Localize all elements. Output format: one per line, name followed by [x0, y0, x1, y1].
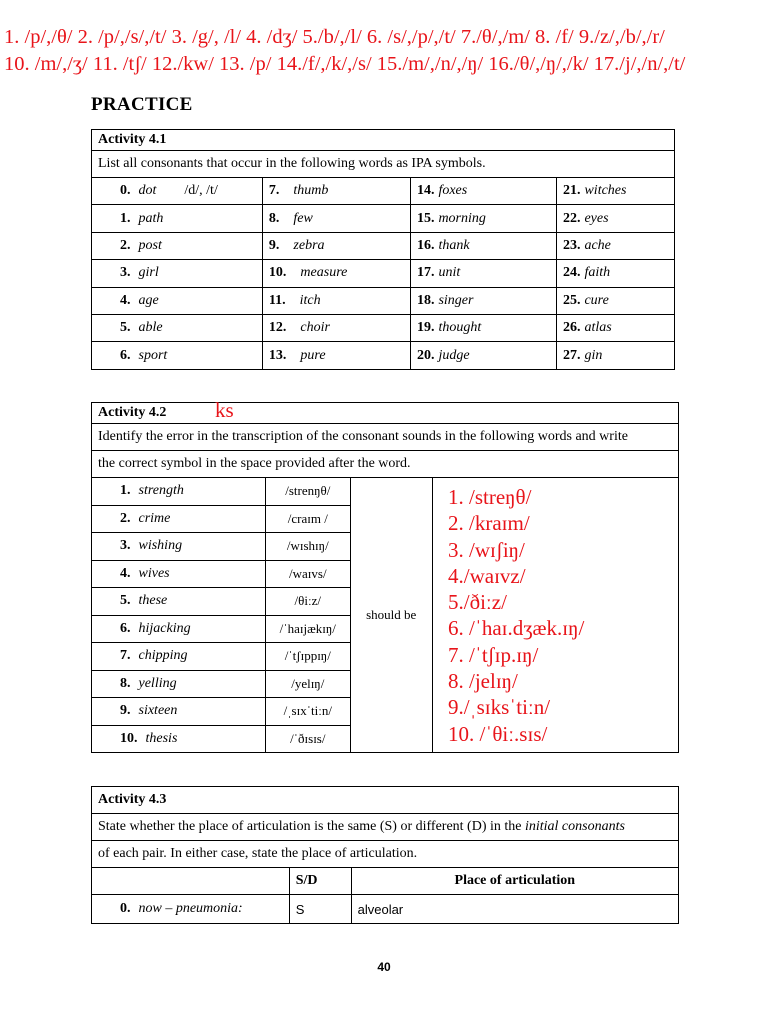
word-cell: [262, 178, 410, 205]
word-cell: [262, 232, 410, 259]
example-answer: /d/, /t/: [184, 183, 218, 199]
word-cell: [262, 205, 410, 232]
item-word: post: [138, 237, 162, 253]
word-cell: [410, 232, 556, 259]
item-number: 17.: [416, 265, 435, 281]
item-number: 25.: [562, 292, 581, 308]
word-cell: [556, 342, 674, 369]
item-word: judge: [438, 347, 470, 363]
item-number: 0.: [120, 183, 131, 199]
item-word: chipping: [138, 648, 188, 664]
item-number: 10.: [268, 265, 287, 281]
word-cell: [92, 725, 266, 753]
transcription-cell: /strenŋθ/: [265, 478, 350, 506]
item-number: 1.: [120, 483, 131, 499]
table-row: [92, 478, 679, 506]
handwritten-answer: 10. /ˈθiː.sɪs/: [448, 721, 548, 746]
item-word: thought: [438, 320, 482, 336]
item-word: wishing: [138, 538, 183, 554]
handwritten-answer: 2. /kraɪm/: [448, 511, 530, 536]
word-cell: [92, 670, 266, 698]
item-number: 3.: [120, 538, 131, 554]
item-word: measure: [300, 265, 348, 281]
word-cell: [410, 260, 556, 287]
item-word: dot: [138, 183, 157, 199]
item-number: 6.: [120, 620, 131, 636]
item-word: itch: [299, 292, 321, 308]
item-word: age: [138, 292, 159, 308]
item-number: 12.: [268, 320, 287, 336]
item-number: 1.: [120, 210, 131, 226]
activity-title: Activity 4.1: [92, 130, 675, 151]
item-word: witches: [584, 183, 627, 199]
transcription-cell: /yelɪŋ/: [265, 670, 350, 698]
handwritten-answer: 8. /jelɪŋ/: [448, 669, 518, 694]
instruction-text: State whether the place of articulation is the same (S) or different (D) in the: [98, 819, 525, 834]
item-number: 11.: [268, 292, 286, 308]
activity-instruction-line-2: the correct symbol in the space provided after the word.: [92, 451, 679, 478]
item-number: 19.: [416, 320, 435, 336]
activity-4-1-table: [91, 129, 675, 370]
word-cell: [92, 178, 263, 205]
word-cell: [410, 178, 556, 205]
item-word: cure: [584, 292, 609, 308]
table-row: [92, 287, 675, 314]
item-word: now – pneumonia:: [138, 901, 243, 916]
item-word: wives: [138, 565, 170, 581]
word-cell: [92, 205, 263, 232]
should-be-label: should be: [350, 478, 432, 753]
activity-4-3-table: [91, 786, 679, 924]
handwritten-answer: 3. /wɪʃiŋ/: [448, 537, 525, 562]
item-number: 8.: [268, 210, 280, 226]
word-cell: [262, 287, 410, 314]
word-cell: [92, 478, 266, 506]
handwritten-line: 10. /m/,/ʒ/ 11. /tʃ/ 12./kw/ 13. /p/ 14./f/,/k/,/s/ 15./m/,/n/,/ŋ/ 16./θ/,/ŋ/,/k/ 17./j/,/n/,/t/: [4, 53, 686, 75]
item-word: sport: [138, 347, 168, 363]
table-row: [92, 895, 679, 924]
item-number: 24.: [562, 265, 581, 281]
page-number: 40: [377, 960, 391, 974]
header-blank: [92, 868, 290, 895]
item-number: 23.: [562, 237, 581, 253]
table-row: [92, 178, 675, 205]
item-number: 8.: [120, 675, 131, 691]
activity-instruction-line-1: Identify the error in the transcription of the consonant sounds in the following words and write: [92, 424, 679, 451]
word-cell: [410, 287, 556, 314]
activity-instruction-line-2: of each pair. In either case, state the place of articulation.: [92, 841, 679, 868]
item-word: unit: [438, 265, 461, 281]
item-word: morning: [438, 210, 486, 226]
transcription-cell: /waɪvs/: [265, 560, 350, 588]
item-number: 6.: [120, 347, 131, 363]
handwritten-line: 1. /p/,/θ/ 2. /p/,/s/,/t/ 3. /g/, /l/ 4. /dʒ/ 5./b/,/l/ 6. /s/,/p/,/t/ 7./θ/,/m/ 8. /f/ 9./z/,/b/,/r/: [4, 26, 665, 48]
item-number: 4.: [120, 565, 131, 581]
item-number: 5.: [120, 593, 131, 609]
item-number: 2.: [120, 237, 131, 253]
word-cell: [556, 205, 674, 232]
item-number: 4.: [120, 292, 131, 308]
item-number: 7.: [120, 648, 131, 664]
item-number: 2.: [120, 510, 131, 526]
word-cell: [92, 314, 263, 341]
item-number: 0.: [120, 901, 131, 916]
handwritten-note: ks: [215, 398, 234, 422]
item-number: 9.: [120, 703, 131, 719]
item-number: 14.: [416, 183, 435, 199]
transcription-cell: /θiːz/: [265, 588, 350, 616]
word-cell: [410, 205, 556, 232]
item-word: thesis: [145, 730, 178, 746]
item-number: 20.: [416, 347, 435, 363]
activity-title: Activity 4.3: [92, 787, 679, 814]
item-word: crime: [138, 510, 171, 526]
item-number: 7.: [268, 183, 280, 199]
word-cell: [92, 505, 266, 533]
item-word: these: [138, 593, 168, 609]
item-word: eyes: [584, 210, 609, 226]
item-number: 5.: [120, 320, 131, 336]
activity-instruction: List all consonants that occur in the following words as IPA symbols.: [92, 151, 675, 178]
handwritten-answer: 4./waɪvz/: [448, 563, 526, 588]
table-row: [92, 314, 675, 341]
item-number: 18.: [416, 292, 435, 308]
word-cell: [92, 698, 266, 726]
word-cell: [262, 314, 410, 341]
item-number: 16.: [416, 237, 435, 253]
word-cell: [92, 342, 263, 369]
word-cell: [92, 615, 266, 643]
word-cell: [92, 643, 266, 671]
word-cell: [556, 178, 674, 205]
item-word: choir: [300, 320, 330, 336]
item-word: strength: [138, 483, 184, 499]
item-word: few: [293, 210, 313, 226]
transcription-cell: /wɪshɪŋ/: [265, 533, 350, 561]
word-cell: [556, 287, 674, 314]
transcription-cell: /ˈhaɪjækɪŋ/: [265, 615, 350, 643]
item-word: path: [138, 210, 164, 226]
word-cell: [92, 560, 266, 588]
handwritten-answer: 5./ðiːz/: [448, 590, 507, 615]
table-row: [92, 342, 675, 369]
transcription-cell: /ˈtʃɪppɪŋ/: [265, 643, 350, 671]
word-cell: [92, 533, 266, 561]
word-cell: [262, 260, 410, 287]
word-cell: [410, 342, 556, 369]
handwritten-answer: 9./ˌsɪksˈtiːn/: [448, 695, 551, 720]
item-word: pure: [300, 347, 326, 363]
item-word: thank: [438, 237, 470, 253]
word-cell: [556, 232, 674, 259]
item-word: gin: [584, 347, 603, 363]
column-header-place: Place of articulation: [351, 868, 678, 895]
item-number: 27.: [562, 347, 581, 363]
item-word: zebra: [293, 237, 325, 253]
item-word: yelling: [138, 675, 177, 691]
sd-cell: S: [289, 895, 351, 924]
item-word: faith: [584, 265, 611, 281]
handwritten-answers-top: [4, 24, 768, 78]
place-cell: alveolar: [351, 895, 678, 924]
word-cell: [92, 232, 263, 259]
item-word: singer: [438, 292, 474, 308]
word-cell: [92, 287, 263, 314]
item-word: foxes: [438, 183, 468, 199]
transcription-cell: /ˌsɪxˈtiːn/: [265, 698, 350, 726]
item-number: 26.: [562, 320, 581, 336]
handwritten-answer: 7. /ˈtʃɪp.ɪŋ/: [448, 642, 539, 667]
item-word: able: [138, 320, 163, 336]
column-header-sd: S/D: [289, 868, 351, 895]
item-word: girl: [138, 265, 159, 281]
word-cell: [262, 342, 410, 369]
transcription-cell: /craɪm /: [265, 505, 350, 533]
item-number: 21.: [562, 183, 581, 199]
item-number: 22.: [562, 210, 581, 226]
table-row: [92, 260, 675, 287]
transcription-cell: /ˈðɪsɪs/: [265, 725, 350, 753]
item-word: thumb: [293, 183, 329, 199]
activity-4-2-table: [91, 402, 679, 753]
activity-instruction-line-1: [92, 814, 679, 841]
handwritten-answer: 6. /ˈhaɪ.dʒæk.ɪŋ/: [448, 616, 585, 641]
activity-title: Activity 4.2: [92, 403, 679, 424]
word-cell: [556, 314, 674, 341]
pair-cell: [92, 895, 290, 924]
item-word: atlas: [584, 320, 612, 336]
handwritten-answers-list: [448, 484, 584, 747]
word-cell: [556, 260, 674, 287]
item-word: hijacking: [138, 620, 191, 636]
item-number: 13.: [268, 347, 287, 363]
table-row: [92, 205, 675, 232]
section-heading: PRACTICE: [91, 94, 193, 115]
item-number: 9.: [268, 237, 280, 253]
handwritten-answer: 1. /streŋθ/: [448, 485, 532, 509]
instruction-emphasis: initial consonants: [524, 819, 625, 834]
item-number: 10.: [120, 730, 138, 746]
word-cell: [92, 260, 263, 287]
item-number: 3.: [120, 265, 131, 281]
item-word: ache: [584, 237, 611, 253]
item-number: 15.: [416, 210, 435, 226]
word-cell: [410, 314, 556, 341]
item-word: sixteen: [138, 703, 178, 719]
table-row: [92, 232, 675, 259]
word-cell: [92, 588, 266, 616]
